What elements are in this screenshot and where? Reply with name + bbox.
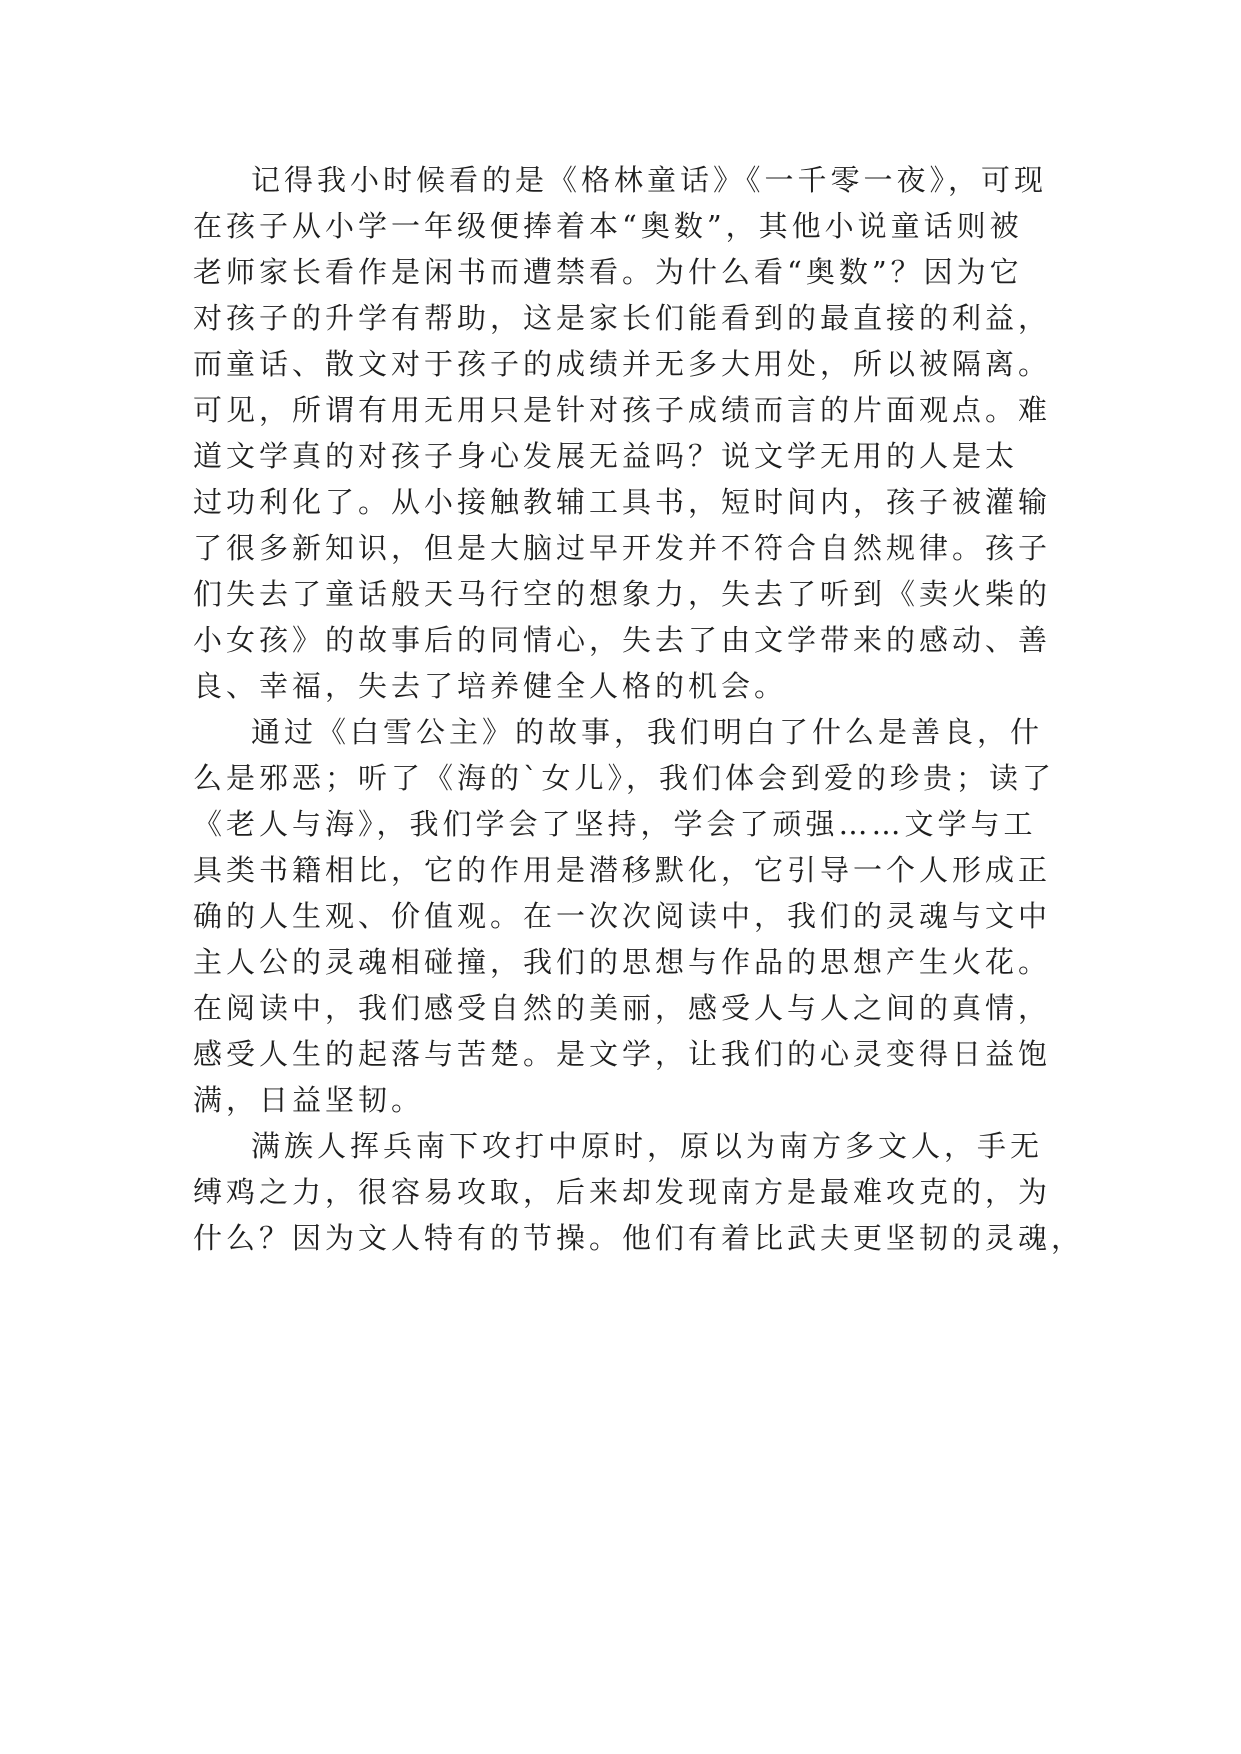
- paragraph-3-line-3: 什么？因为文人特有的节操。他们有着比武夫更坚韧的灵魂，: [193, 1221, 1085, 1255]
- paragraph-1-line-12: 良、幸福，失去了培养健全人格的机会。: [193, 669, 788, 703]
- paragraph-3-line-1: 满族人挥兵南下攻打中原时，原以为南方多文人，手无: [251, 1129, 1044, 1163]
- paragraph-2-line-3: 《老人与海》，我们学会了坚持，学会了顽强……文学与工: [193, 807, 1037, 841]
- paragraph-2-line-5: 确的人生观、价值观。在一次次阅读中，我们的灵魂与文中: [193, 899, 1052, 933]
- paragraph-2-line-9: 满，日益坚韧。: [193, 1083, 425, 1117]
- paragraph-1-line-4: 对孩子的升学有帮助，这是家长们能看到的最直接的利益，: [193, 301, 1052, 335]
- paragraph-1-line-10: 们失去了童话般天马行空的想象力，失去了听到《卖火柴的: [193, 577, 1052, 611]
- paragraph-2-line-8: 感受人生的起落与苦楚。是文学，让我们的心灵变得日益饱: [193, 1037, 1052, 1071]
- paragraph-1-line-11: 小女孩》的故事后的同情心，失去了由文学带来的感动、善: [193, 623, 1052, 657]
- paragraph-1-line-2: 在孩子从小学一年级便捧着本“奥数”，其他小说童话则被: [193, 209, 1023, 243]
- paragraph-2-line-6: 主人公的灵魂相碰撞，我们的思想与作品的思想产生火花。: [193, 945, 1052, 979]
- paragraph-1-line-5: 而童话、散文对于孩子的成绩并无多大用处，所以被隔离。: [193, 347, 1052, 381]
- paragraph-1-line-1: 记得我小时候看的是《格林童话》《一千零一夜》，可现: [251, 163, 1048, 197]
- paragraph-2-line-2: 么是邪恶；听了《海的`女儿》，我们体会到爱的珍贵；读了: [193, 761, 1056, 795]
- paragraph-1-line-8: 过功利化了。从小接触教辅工具书，短时间内，孩子被灌输: [193, 485, 1052, 519]
- paragraph-1-line-7: 道文学真的对孩子身心发展无益吗？说文学无用的人是太: [193, 439, 1019, 473]
- paragraph-1-line-6: 可见，所谓有用无用只是针对孩子成绩而言的片面观点。难: [193, 393, 1052, 427]
- paragraph-1-line-9: 了很多新知识，但是大脑过早开发并不符合自然规律。孩子: [193, 531, 1052, 565]
- paragraph-2-line-1: 通过《白雪公主》的故事，我们明白了什么是善良，什: [251, 715, 1044, 749]
- paragraph-2-line-7: 在阅读中，我们感受自然的美丽，感受人与人之间的真情，: [193, 991, 1052, 1025]
- paragraph-1-line-3: 老师家长看作是闲书而遭禁看。为什么看“奥数”？因为它: [193, 255, 1023, 289]
- paragraph-2-line-4: 具类书籍相比，它的作用是潜移默化，它引导一个人形成正: [193, 853, 1052, 887]
- paragraph-3-line-2: 缚鸡之力，很容易攻取，后来却发现南方是最难攻克的，为: [193, 1175, 1052, 1209]
